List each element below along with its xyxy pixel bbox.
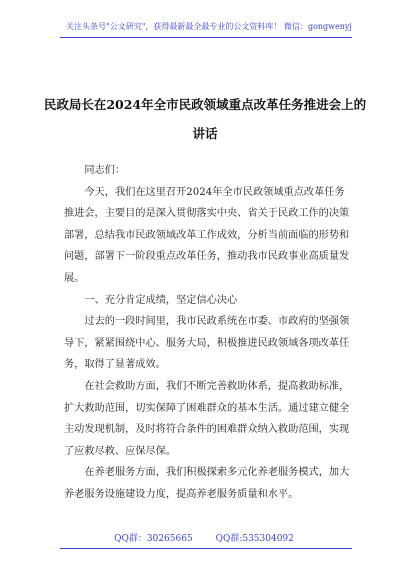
section-heading: 一、充分肯定成绩，坚定信心决心 <box>84 294 238 306</box>
paragraph: 在社会救助方面，我们不断完善救助体系，提高救助标准，扩大救助范围，切实保障了困难群众的基本生活。通过建立健全主动发现机制，及时将符合条件的困难群众纳入救助范围，实现了应救尽救、应保尽保。 <box>64 380 350 457</box>
salutation: 同志们： <box>84 165 126 176</box>
footer <box>0 531 408 544</box>
header-note: 关注头条号"公文研究"，获得最新最全最专业的公文资料库！ 微信：gongwenyj <box>66 22 352 31</box>
paragraph: 过去的一段时间里，我市民政系统在市委、市政府的坚强领导下，紧紧围绕中心、服务大局，积极推进民政领域各项改革任务，取得了显著成效。 <box>64 316 350 371</box>
footer-qq-group-1: QQ群：30265665 <box>114 534 193 544</box>
header-divider <box>60 37 352 38</box>
document-body <box>64 160 350 506</box>
document-title: 民政局长在2024年全市民政领域重点改革任务推进会上的 <box>43 97 367 112</box>
footer-qq-group-2: QQ群:535304092 <box>215 534 294 544</box>
paragraph: 今天，我们在这里召开2024年全市民政领域重点改革任务推进会，主要目的是深入贯彻落实中央、省关于民政工作的决策部署，总结我市民政领域改革工作成效，分析当前面临的形势和问题，部署下一阶段重点改革任务，推动我市民政事业高质量发展。 <box>64 186 350 284</box>
document-title-continued: 讲话 <box>192 126 218 141</box>
footer-divider <box>60 548 352 549</box>
paragraph: 在养老服务方面，我们积极探索多元化养老服务模式，加大养老服务设施建设力度，提高养老服务质量和水平。 <box>64 467 350 500</box>
